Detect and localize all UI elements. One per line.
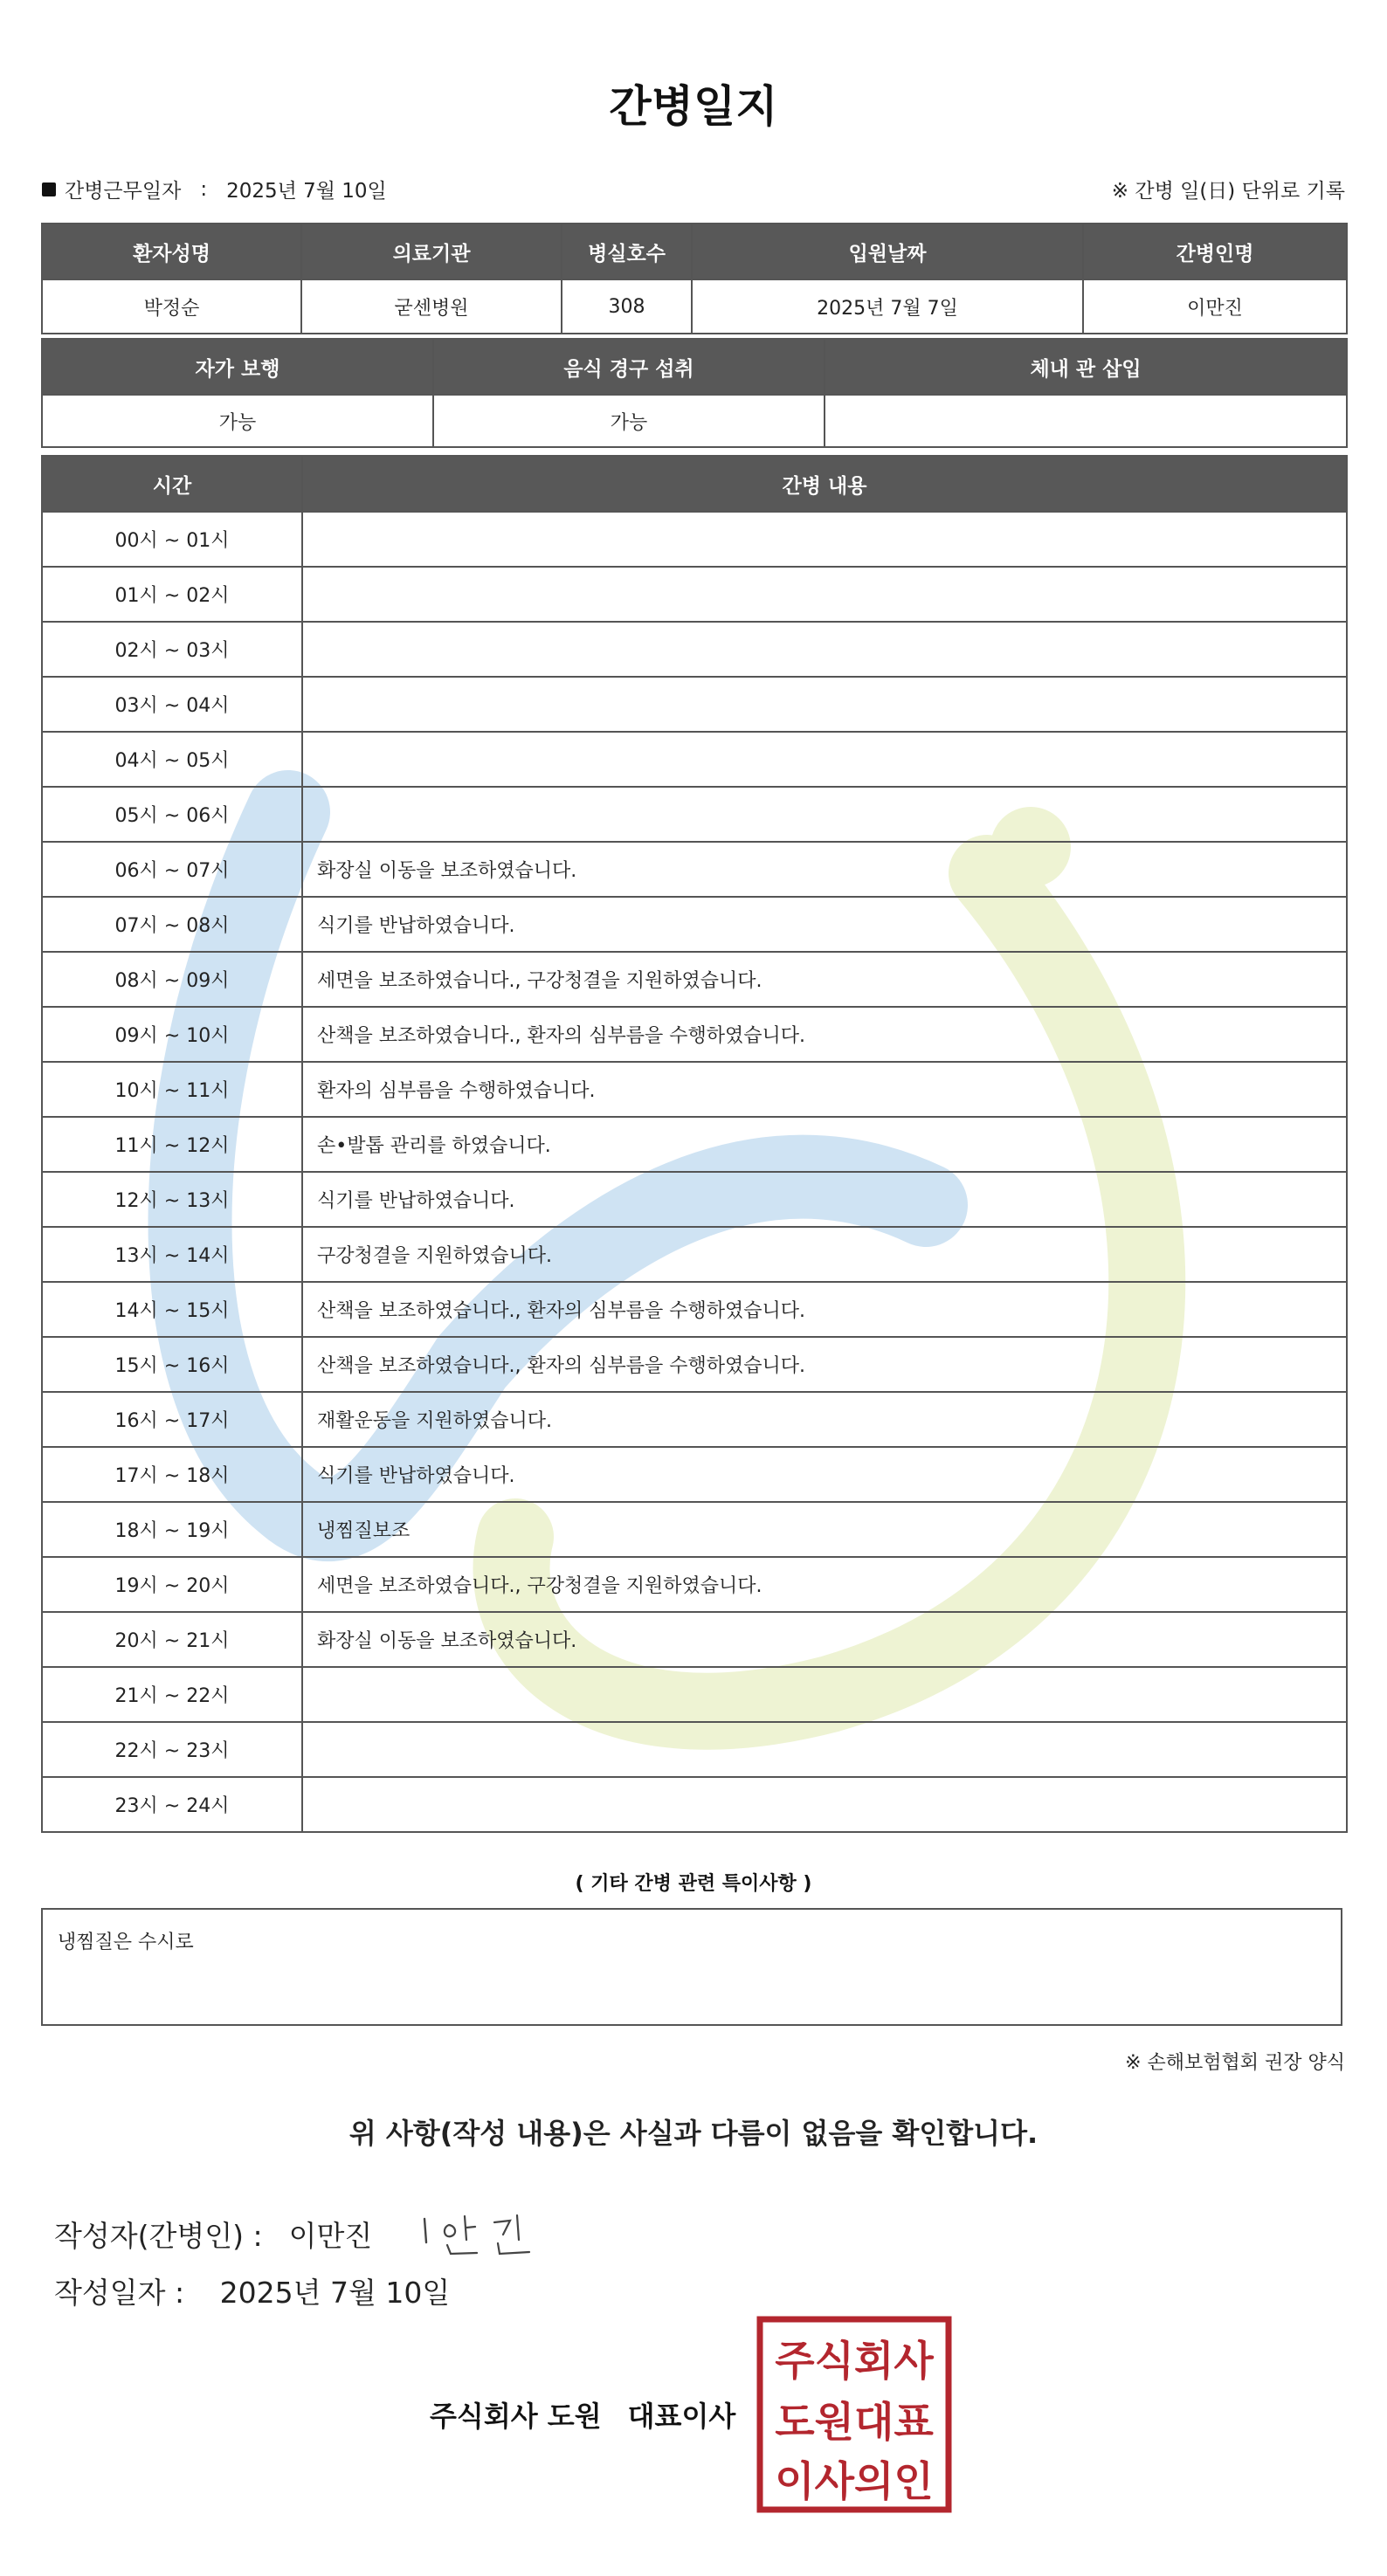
care-content (302, 1722, 1347, 1777)
header-self-walking: 자가 보행 (42, 339, 433, 395)
written-date-label: 작성일자 : (54, 2276, 185, 2310)
care-content: 세면을 보조하였습니다., 구강청결을 지원하였습니다. (302, 952, 1347, 1007)
care-content (302, 567, 1347, 622)
table-row (42, 567, 1347, 622)
care-content: 식기를 반납하였습니다. (302, 897, 1347, 952)
time-slot: 18시 ~ 19시 (42, 1502, 302, 1557)
care-log-rows (42, 512, 1347, 1832)
care-content (302, 1667, 1347, 1722)
self-walking: 가능 (42, 395, 433, 447)
care-content: 화장실 이동을 보조하였습니다. (302, 1612, 1347, 1667)
room-number: 308 (562, 279, 692, 334)
care-log-table (41, 455, 1348, 1833)
confirmation-statement: 위 사항(작성 내용)은 사실과 다름이 없음을 확인합니다. (348, 2117, 1039, 2150)
work-date-colon: : (200, 177, 208, 201)
time-slot: 08시 ~ 09시 (42, 952, 302, 1007)
written-date-row (54, 2270, 450, 2311)
time-slot: 00시 ~ 01시 (42, 512, 302, 567)
handwritten-signature (407, 2203, 564, 2264)
table-row (42, 952, 1347, 1007)
table-row (42, 842, 1347, 897)
time-slot: 07시 ~ 08시 (42, 897, 302, 952)
time-slot: 22시 ~ 23시 (42, 1722, 302, 1777)
work-date-label: 간병근무일자 (65, 180, 182, 203)
table-row (42, 1117, 1347, 1172)
caregiver-name: 이만진 (1083, 279, 1347, 334)
table-row (42, 1557, 1347, 1612)
page-title: 간병일지 (609, 81, 778, 132)
table-row (42, 1777, 1347, 1832)
patient-info-table (41, 223, 1348, 334)
work-date-value: 2025년 7월 10일 (226, 180, 387, 203)
care-content (302, 787, 1347, 842)
care-content (302, 512, 1347, 567)
header-tube-insertion: 체내 관 삽입 (825, 339, 1347, 395)
table-row (42, 1502, 1347, 1557)
seal-line-3: 이사의인 (775, 2458, 934, 2506)
tube-insertion (825, 395, 1347, 447)
header-time: 시간 (42, 456, 302, 512)
table-row (42, 1337, 1347, 1392)
table-row (42, 897, 1347, 952)
table-row (42, 1667, 1347, 1722)
form-note: ※ 손해보험협회 권장 양식 (1125, 2052, 1345, 2074)
care-content: 냉찜질보조 (302, 1502, 1347, 1557)
time-slot: 10시 ~ 11시 (42, 1062, 302, 1117)
company-title: 대표이사 (627, 2400, 736, 2433)
time-slot: 09시 ~ 10시 (42, 1007, 302, 1062)
patient-info-header-row (42, 224, 1347, 279)
meta-row (42, 175, 1345, 210)
care-content (302, 732, 1347, 787)
table-row (42, 732, 1347, 787)
time-slot: 11시 ~ 12시 (42, 1117, 302, 1172)
header-room-number: 병실호수 (562, 224, 692, 279)
admission-date: 2025년 7월 7일 (692, 279, 1083, 334)
author-label: 작성자(간병인) : (54, 2218, 263, 2253)
table-row (42, 1392, 1347, 1447)
care-content: 환자의 심부름을 수행하였습니다. (302, 1062, 1347, 1117)
care-content: 손•발톱 관리를 하였습니다. (302, 1117, 1347, 1172)
table-row (42, 677, 1347, 732)
care-content: 산책을 보조하였습니다., 환자의 심부름을 수행하였습니다. (302, 1337, 1347, 1392)
table-row (42, 1227, 1347, 1282)
table-row (42, 1722, 1347, 1777)
care-content: 식기를 반납하였습니다. (302, 1172, 1347, 1227)
table-row (42, 1282, 1347, 1337)
care-content: 재활운동을 지원하였습니다. (302, 1392, 1347, 1447)
header-care-content: 간병 내용 (302, 456, 1347, 512)
care-content: 세면을 보조하였습니다., 구강청결을 지원하였습니다. (302, 1557, 1347, 1612)
table-row (42, 1612, 1347, 1667)
time-slot: 15시 ~ 16시 (42, 1337, 302, 1392)
care-content (302, 1777, 1347, 1832)
time-slot: 23시 ~ 24시 (42, 1777, 302, 1832)
table-row (42, 1447, 1347, 1502)
status-info-table (41, 338, 1348, 448)
header-oral-intake: 음식 경구 섭취 (433, 339, 825, 395)
table-row (42, 1172, 1347, 1227)
time-slot: 03시 ~ 04시 (42, 677, 302, 732)
company-name: 주식회사 도원 (430, 2400, 602, 2433)
square-bullet-icon (42, 183, 56, 196)
company-signature (430, 2394, 735, 2435)
patient-name: 박정순 (42, 279, 301, 334)
time-slot: 17시 ~ 18시 (42, 1447, 302, 1502)
header-patient-name: 환자성명 (42, 224, 301, 279)
time-slot: 01시 ~ 02시 (42, 567, 302, 622)
status-header-row (42, 339, 1347, 395)
seal-line-1: 주식회사 (775, 2338, 934, 2386)
author-name: 이만진 (288, 2218, 373, 2253)
other-notes-title: ( 기타 간병 관련 특이사항 ) (575, 1873, 812, 1895)
care-content: 식기를 반납하였습니다. (302, 1447, 1347, 1502)
care-content: 구강청결을 지원하였습니다. (302, 1227, 1347, 1282)
time-slot: 04시 ~ 05시 (42, 732, 302, 787)
time-slot: 14시 ~ 15시 (42, 1282, 302, 1337)
time-slot: 20시 ~ 21시 (42, 1612, 302, 1667)
table-row (42, 1007, 1347, 1062)
care-content: 산책을 보조하였습니다., 환자의 심부름을 수행하였습니다. (302, 1282, 1347, 1337)
table-row (42, 512, 1347, 567)
time-slot: 21시 ~ 22시 (42, 1667, 302, 1722)
patient-info-value-row (42, 279, 1347, 334)
author-row (54, 2203, 564, 2264)
table-row (42, 787, 1347, 842)
time-slot: 05시 ~ 06시 (42, 787, 302, 842)
header-admission-date: 입원날짜 (692, 224, 1083, 279)
record-note: ※ 간병 일(日) 단위로 기록 (1111, 180, 1345, 203)
care-log-header-row (42, 456, 1347, 512)
table-row (42, 622, 1347, 677)
work-date (42, 175, 387, 203)
status-value-row (42, 395, 1347, 447)
care-content (302, 622, 1347, 677)
care-content: 화장실 이동을 보조하였습니다. (302, 842, 1347, 897)
seal-line-2: 도원대표 (775, 2399, 934, 2447)
header-caregiver-name: 간병인명 (1083, 224, 1347, 279)
other-notes-box: 냉찜질은 수시로 (41, 1908, 1342, 2026)
care-content: 산책을 보조하였습니다., 환자의 심부름을 수행하였습니다. (302, 1007, 1347, 1062)
written-date-value: 2025년 7월 10일 (219, 2276, 451, 2310)
header-hospital: 의료기관 (301, 224, 562, 279)
company-seal (756, 2316, 952, 2513)
time-slot: 12시 ~ 13시 (42, 1172, 302, 1227)
time-slot: 02시 ~ 03시 (42, 622, 302, 677)
table-row (42, 1062, 1347, 1117)
time-slot: 06시 ~ 07시 (42, 842, 302, 897)
hospital: 굳센병원 (301, 279, 562, 334)
time-slot: 19시 ~ 20시 (42, 1557, 302, 1612)
time-slot: 13시 ~ 14시 (42, 1227, 302, 1282)
care-content (302, 677, 1347, 732)
time-slot: 16시 ~ 17시 (42, 1392, 302, 1447)
oral-intake: 가능 (433, 395, 825, 447)
